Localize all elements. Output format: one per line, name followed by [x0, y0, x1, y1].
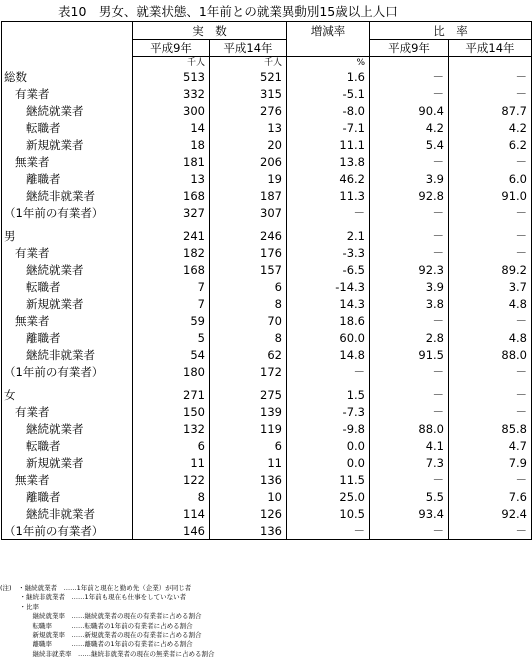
table-row [2, 522, 532, 539]
cell-value: 315 [210, 86, 287, 103]
cell-value: 88.0 [370, 421, 449, 438]
cell-value: 7.9 [449, 455, 532, 472]
spacer-cell [287, 380, 370, 387]
row-label: 男 [2, 228, 133, 245]
cell-value: 172 [210, 363, 287, 380]
header-blank [2, 22, 133, 57]
cell-value: － [449, 86, 532, 103]
cell-value: 92.4 [449, 505, 532, 522]
cell-value: 25.0 [287, 488, 370, 505]
unit-blank [370, 57, 449, 70]
unit-thousand: 千人 [210, 57, 287, 70]
cell-value: 8 [210, 329, 287, 346]
group-spacer [2, 221, 532, 228]
table-row [2, 387, 532, 404]
cell-value: 4.2 [449, 120, 532, 137]
cell-value: 136 [210, 471, 287, 488]
cell-value: 180 [133, 363, 210, 380]
cell-value: 19 [210, 170, 287, 187]
table-row [2, 103, 532, 120]
table-row [2, 262, 532, 279]
cell-value: 18.6 [287, 312, 370, 329]
row-label: （1年前の有業者） [2, 204, 133, 221]
cell-value: 275 [210, 387, 287, 404]
cell-value: -5.1 [287, 86, 370, 103]
table-row [2, 421, 532, 438]
cell-value: 92.3 [370, 262, 449, 279]
cell-value: － [370, 522, 449, 539]
cell-value: 6 [210, 279, 287, 296]
cell-value: － [287, 363, 370, 380]
table-row [2, 204, 532, 221]
cell-value: － [449, 204, 532, 221]
cell-value: -6.5 [287, 262, 370, 279]
cell-value: 10 [210, 488, 287, 505]
cell-value: － [287, 204, 370, 221]
row-label: 継続非就業者 [2, 505, 133, 522]
cell-value: 4.2 [370, 120, 449, 137]
row-label: 離職者 [2, 488, 133, 505]
cell-value: 0.0 [287, 455, 370, 472]
cell-value: 2.1 [287, 228, 370, 245]
cell-value: 91.0 [449, 187, 532, 204]
table-row [2, 312, 532, 329]
cell-value: 7 [133, 279, 210, 296]
cell-value: 46.2 [287, 170, 370, 187]
cell-value: 168 [133, 187, 210, 204]
spacer-cell [210, 380, 287, 387]
cell-value: 7.3 [370, 455, 449, 472]
population-table [1, 21, 532, 540]
row-label: 転職者 [2, 438, 133, 455]
cell-value: 5.4 [370, 137, 449, 154]
cell-value: － [449, 522, 532, 539]
cell-value: 14.8 [287, 346, 370, 363]
footnote-line: ・継続非就業者 ……1年前も現在も仕事をしていない者 [0, 593, 187, 602]
table-row [2, 488, 532, 505]
cell-value: － [370, 228, 449, 245]
cell-value: 4.8 [449, 329, 532, 346]
row-label: 離職者 [2, 170, 133, 187]
cell-value: － [370, 245, 449, 262]
cell-value: 6 [133, 438, 210, 455]
row-label: （1年前の有業者） [2, 363, 133, 380]
row-label: 有業者 [2, 404, 133, 421]
table-row [2, 153, 532, 170]
row-label: 継続就業者 [2, 421, 133, 438]
cell-value: － [449, 404, 532, 421]
spacer-cell [370, 380, 449, 387]
spacer-cell [287, 221, 370, 228]
table-row [2, 170, 532, 187]
cell-value: － [449, 363, 532, 380]
cell-value: 114 [133, 505, 210, 522]
cell-value: 4.7 [449, 438, 532, 455]
cell-value: 54 [133, 346, 210, 363]
cell-value: 4.1 [370, 438, 449, 455]
table-row [2, 245, 532, 262]
cell-value: 60.0 [287, 329, 370, 346]
header-ratio-h9: 平成9年 [370, 40, 449, 57]
cell-value: 513 [133, 69, 210, 86]
cell-value: 8 [133, 488, 210, 505]
table-row [2, 86, 532, 103]
cell-value: 11.1 [287, 137, 370, 154]
cell-value: 93.4 [370, 505, 449, 522]
footnote-line: 新規就業率 ……新規就業者の現在の有業者に占める割合 [0, 631, 202, 640]
cell-value: -8.0 [287, 103, 370, 120]
cell-value: 176 [210, 245, 287, 262]
cell-value: 70 [210, 312, 287, 329]
cell-value: 11 [210, 455, 287, 472]
cell-value: 90.4 [370, 103, 449, 120]
cell-value: 332 [133, 86, 210, 103]
cell-value: 136 [210, 522, 287, 539]
unit-blank [2, 57, 133, 70]
cell-value: － [449, 387, 532, 404]
cell-value: 181 [133, 153, 210, 170]
cell-value: 132 [133, 421, 210, 438]
cell-value: － [370, 387, 449, 404]
cell-value: － [449, 471, 532, 488]
cell-value: 87.7 [449, 103, 532, 120]
table-row [2, 187, 532, 204]
table-row [2, 404, 532, 421]
footnote-line: 継続就業率 ……継続就業者の現在の有業者に占める割合 [0, 612, 202, 621]
cell-value: 1.6 [287, 69, 370, 86]
header-zogen-blank [287, 40, 370, 57]
cell-value: 241 [133, 228, 210, 245]
cell-value: 7 [133, 296, 210, 313]
cell-value: 168 [133, 262, 210, 279]
cell-value: 206 [210, 153, 287, 170]
cell-value: － [370, 86, 449, 103]
footnote-line: 離職率 ……離職者の1年前の有業者に占める割合 [0, 640, 193, 649]
cell-value: 300 [133, 103, 210, 120]
cell-value: － [370, 471, 449, 488]
cell-value: 139 [210, 404, 287, 421]
cell-value: 271 [133, 387, 210, 404]
cell-value: -9.8 [287, 421, 370, 438]
row-label: 総数 [2, 69, 133, 86]
cell-value: 62 [210, 346, 287, 363]
cell-value: 1.5 [287, 387, 370, 404]
table-row [2, 471, 532, 488]
cell-value: 13 [210, 120, 287, 137]
cell-value: 59 [133, 312, 210, 329]
table-row [2, 296, 532, 313]
header-hiritsu: 比 率 [370, 22, 532, 40]
unit-pct: % [287, 57, 370, 70]
table-row [2, 438, 532, 455]
cell-value: -7.1 [287, 120, 370, 137]
cell-value: 18 [133, 137, 210, 154]
table-row [2, 137, 532, 154]
group-spacer [2, 380, 532, 387]
row-label: 継続非就業者 [2, 346, 133, 363]
footnote-line: 継続非就業率 ……継続非就業者の現在の無業者に占める割合 [0, 649, 215, 658]
cell-value: 157 [210, 262, 287, 279]
cell-value: 11.3 [287, 187, 370, 204]
row-label: 新規就業者 [2, 455, 133, 472]
cell-value: 85.8 [449, 421, 532, 438]
cell-value: － [370, 312, 449, 329]
table-row [2, 505, 532, 522]
row-label: （1年前の有業者） [2, 522, 133, 539]
cell-value: 6.2 [449, 137, 532, 154]
cell-value: － [449, 69, 532, 86]
unit-blank [449, 57, 532, 70]
cell-value: 6.0 [449, 170, 532, 187]
cell-value: － [449, 153, 532, 170]
header-h14: 平成14年 [210, 40, 287, 57]
cell-value: -7.3 [287, 404, 370, 421]
table-body [2, 57, 532, 540]
cell-value: -3.3 [287, 245, 370, 262]
cell-value: 7.6 [449, 488, 532, 505]
table-row [2, 120, 532, 137]
header-jissu: 実 数 [133, 22, 287, 40]
row-label: 転職者 [2, 120, 133, 137]
row-label: 継続就業者 [2, 262, 133, 279]
cell-value: 126 [210, 505, 287, 522]
spacer-cell [210, 221, 287, 228]
cell-value: － [370, 363, 449, 380]
cell-value: － [449, 228, 532, 245]
header-h9: 平成9年 [133, 40, 210, 57]
table-row [2, 228, 532, 245]
cell-value: 4.8 [449, 296, 532, 313]
row-label: 継続就業者 [2, 103, 133, 120]
footnotes [0, 584, 215, 659]
cell-value: 150 [133, 404, 210, 421]
spacer-cell [449, 221, 532, 228]
cell-value: 5.5 [370, 488, 449, 505]
cell-value: 2.8 [370, 329, 449, 346]
row-label: 無業者 [2, 153, 133, 170]
cell-value: 3.9 [370, 170, 449, 187]
footnote-line: (注) ・継続就業者 ……1年前と現在と勤め先（企業）が同じ者 [0, 584, 192, 592]
cell-value: － [370, 69, 449, 86]
cell-value: 307 [210, 204, 287, 221]
cell-value: 91.5 [370, 346, 449, 363]
cell-value: 327 [133, 204, 210, 221]
spacer-cell [449, 380, 532, 387]
row-label: 転職者 [2, 279, 133, 296]
cell-value: 182 [133, 245, 210, 262]
row-label: 無業者 [2, 471, 133, 488]
footnote-line: ・比率 [0, 602, 39, 611]
row-label: 有業者 [2, 245, 133, 262]
table-row [2, 69, 532, 86]
cell-value: 0.0 [287, 438, 370, 455]
cell-value: 3.8 [370, 296, 449, 313]
row-label: 女 [2, 387, 133, 404]
cell-value: 89.2 [449, 262, 532, 279]
row-label: 継続非就業者 [2, 187, 133, 204]
cell-value: 187 [210, 187, 287, 204]
row-label: 離職者 [2, 329, 133, 346]
row-label: 有業者 [2, 86, 133, 103]
spacer-cell [370, 221, 449, 228]
cell-value: 3.7 [449, 279, 532, 296]
unit-thousand: 千人 [133, 57, 210, 70]
row-label: 無業者 [2, 312, 133, 329]
cell-value: 276 [210, 103, 287, 120]
cell-value: 10.5 [287, 505, 370, 522]
header-ratio-h14: 平成14年 [449, 40, 532, 57]
table-row [2, 346, 532, 363]
cell-value: -14.3 [287, 279, 370, 296]
cell-value: － [449, 245, 532, 262]
cell-value: 13.8 [287, 153, 370, 170]
cell-value: － [370, 404, 449, 421]
cell-value: 92.8 [370, 187, 449, 204]
spacer-cell [2, 221, 133, 228]
cell-value: 13 [133, 170, 210, 187]
table-title: 表10 男女、就業状態、1年前との就業異動別15歳以上人口 [58, 4, 398, 19]
spacer-cell [133, 380, 210, 387]
cell-value: 11.5 [287, 471, 370, 488]
cell-value: 5 [133, 329, 210, 346]
cell-value: 3.9 [370, 279, 449, 296]
spacer-cell [2, 380, 133, 387]
cell-value: － [370, 153, 449, 170]
cell-value: 521 [210, 69, 287, 86]
cell-value: － [370, 204, 449, 221]
cell-value: 6 [210, 438, 287, 455]
header-zogen: 増減率 [287, 22, 370, 40]
footnote-line: 転職率 ……転職者の1年前の有業者に占める割合 [0, 621, 193, 630]
cell-value: 11 [133, 455, 210, 472]
row-label: 新規就業者 [2, 296, 133, 313]
cell-value: 122 [133, 471, 210, 488]
table-row [2, 455, 532, 472]
cell-value: 14.3 [287, 296, 370, 313]
cell-value: 8 [210, 296, 287, 313]
table-row [2, 329, 532, 346]
cell-value: 20 [210, 137, 287, 154]
spacer-cell [133, 221, 210, 228]
table-row [2, 363, 532, 380]
cell-value: 146 [133, 522, 210, 539]
cell-value: 14 [133, 120, 210, 137]
table-row [2, 279, 532, 296]
row-label: 新規就業者 [2, 137, 133, 154]
cell-value: － [287, 522, 370, 539]
cell-value: 246 [210, 228, 287, 245]
cell-value: 88.0 [449, 346, 532, 363]
cell-value: － [449, 312, 532, 329]
cell-value: 119 [210, 421, 287, 438]
